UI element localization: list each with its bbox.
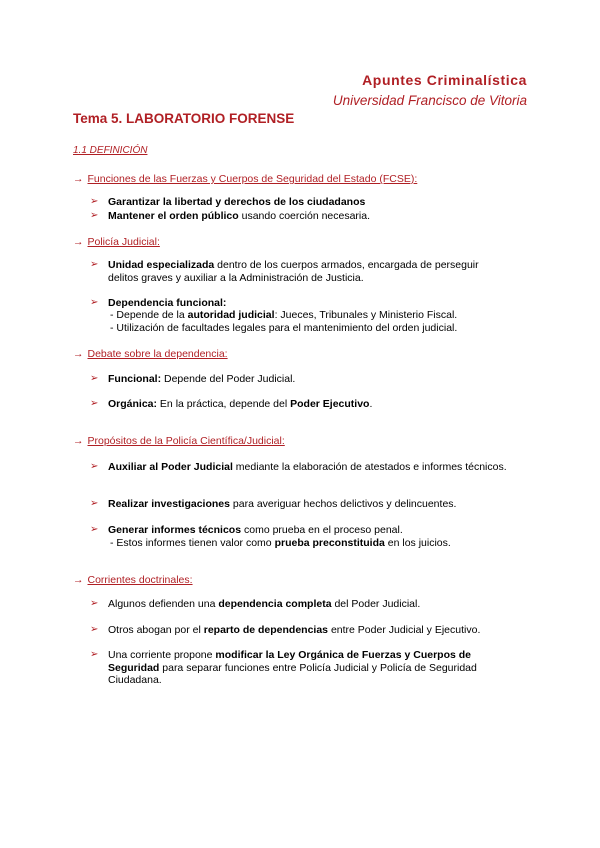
list-item: ➢ Garantizar la libertad y derechos de los ciudadanos (90, 196, 366, 208)
bullet-arrow-icon: ➢ (90, 461, 99, 472)
list-item: ➢ Generar informes técnicos como prueba en el proceso penal. (90, 524, 403, 536)
list-item: ➢ Mantener el orden público usando coerción necesaria. (90, 210, 371, 222)
bullet-arrow-icon: ➢ (90, 498, 99, 509)
sub-item: - Depende de la autoridad judicial: Jueces, Tribunales y Ministerio Fiscal. (110, 309, 458, 321)
heading-propositos: → Propósitos de la Policía Científica/Judicial: (73, 435, 285, 447)
list-item: ➢ Dependencia funcional: (90, 297, 227, 309)
bullet-arrow-icon: ➢ (90, 398, 99, 409)
bullet-arrow-icon: ➢ (90, 297, 99, 308)
bullet-arrow-icon: ➢ (90, 196, 99, 207)
section-heading: 1.1 DEFINICIÓN (73, 145, 148, 156)
document-header-subtitle: Universidad Francisco de Vitoria (332, 93, 527, 108)
heading-corrientes: → Corrientes doctrinales: (73, 574, 193, 586)
arrow-icon: → (73, 574, 84, 586)
list-item: ➢ Otros abogan por el reparto de dependencias entre Poder Judicial y Ejecutivo. (90, 624, 481, 636)
bullet-arrow-icon: ➢ (90, 649, 99, 660)
heading-policia-judicial: → Policía Judicial: (73, 236, 160, 248)
document-header-title: Apuntes Criminalística (362, 72, 527, 88)
arrow-icon: → (73, 435, 84, 447)
sub-item: - Estos informes tienen valor como prueba preconstituida en los juicios. (110, 537, 451, 549)
list-item: ➢ Orgánica: En la práctica, depende del Poder Ejecutivo. (90, 398, 373, 410)
arrow-icon: → (73, 348, 84, 360)
sub-item: - Utilización de facultades legales para el mantenimiento del orden judicial. (110, 322, 458, 334)
bullet-arrow-icon: ➢ (90, 624, 99, 635)
heading-fcse: → Funciones de las Fuerzas y Cuerpos de Seguridad del Estado (FCSE): (73, 173, 418, 185)
bullet-arrow-icon: ➢ (90, 259, 99, 270)
list-item: ➢ Una corriente propone modificar la Ley Orgánica de Fuerzas y Cuerpos de Seguridad para separar funciones entre Policía Judicial y Policía de Seguridad Ciudadana. (90, 649, 477, 686)
bullet-arrow-icon: ➢ (90, 373, 99, 384)
list-item: ➢ Algunos defienden una dependencia completa del Poder Judicial. (90, 598, 421, 610)
list-item: ➢ Funcional: Depende del Poder Judicial. (90, 373, 296, 385)
bullet-arrow-icon: ➢ (90, 598, 99, 609)
bullet-arrow-icon: ➢ (90, 210, 99, 221)
list-item: ➢ Unidad especializada dentro de los cuerpos armados, encargada de perseguir delitos graves y auxiliar a la Administración de Justicia. (90, 259, 479, 284)
list-item: ➢ Realizar investigaciones para averiguar hechos delictivos y delincuentes. (90, 498, 457, 510)
arrow-icon: → (73, 236, 84, 248)
bullet-arrow-icon: ➢ (90, 524, 99, 535)
heading-debate: → Debate sobre la dependencia: (73, 348, 228, 360)
arrow-icon: → (73, 173, 84, 185)
list-item: ➢ Auxiliar al Poder Judicial mediante la elaboración de atestados e informes técnicos. (90, 461, 507, 473)
topic-title: Tema 5. LABORATORIO FORENSE (73, 111, 295, 126)
